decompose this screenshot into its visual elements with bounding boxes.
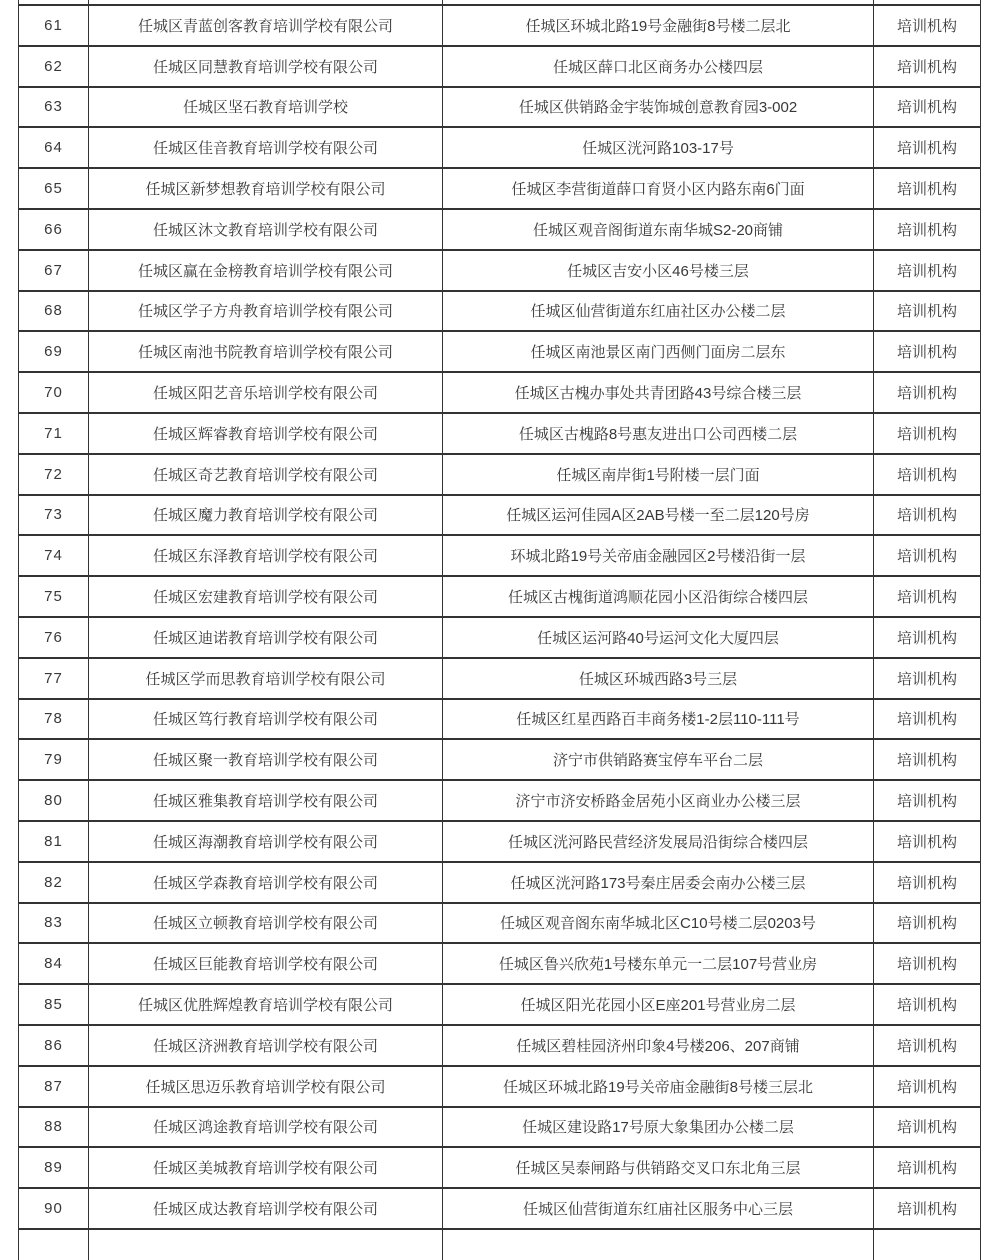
institution-address: 环城北路19号关帝庙金融园区2号楼沿街一层 <box>443 535 874 576</box>
institution-address: 任城区供销路金宇装饰城创意教育园3-002 <box>443 87 874 128</box>
institution-name: 任城区辉睿教育培训学校有限公司 <box>89 413 443 454</box>
row-number: 64 <box>19 127 89 168</box>
institution-address: 任城区仙营街道东红庙社区服务中心三层 <box>443 1188 874 1229</box>
table-row <box>19 903 981 944</box>
institution-type: 培训机构 <box>874 1188 981 1229</box>
institution-address: 任城区运河佳园A区2AB号楼一至二层120号房 <box>443 495 874 536</box>
institutions-table-container <box>18 0 980 1260</box>
institution-name: 任城区同慧教育培训学校有限公司 <box>89 46 443 87</box>
row-number: 86 <box>19 1025 89 1066</box>
institution-type: 培训机构 <box>874 331 981 372</box>
institution-type: 培训机构 <box>874 943 981 984</box>
row-number: 76 <box>19 617 89 658</box>
institution-address: 任城区南池景区南门西侧门面房二层东 <box>443 331 874 372</box>
institution-address: 任城区洸河路103-17号 <box>443 127 874 168</box>
table-row <box>19 168 981 209</box>
institution-address: 任城区仙营街道东红庙社区办公楼二层 <box>443 291 874 332</box>
institution-name: 任城区新梦想教育培训学校有限公司 <box>89 168 443 209</box>
row-number: 65 <box>19 168 89 209</box>
table-row <box>19 1107 981 1148</box>
institution-type: 培训机构 <box>874 291 981 332</box>
row-number: 68 <box>19 291 89 332</box>
institution-name: 任城区立顿教育培训学校有限公司 <box>89 903 443 944</box>
institution-address: 任城区环城西路3号三层 <box>443 658 874 699</box>
institution-type: 培训机构 <box>874 1107 981 1148</box>
table-row <box>19 862 981 903</box>
cell-no <box>19 1229 89 1260</box>
row-number: 72 <box>19 454 89 495</box>
table-row <box>19 372 981 413</box>
institution-address: 任城区古槐路8号惠友进出口公司西楼二层 <box>443 413 874 454</box>
row-number: 69 <box>19 331 89 372</box>
row-number: 67 <box>19 250 89 291</box>
row-number: 88 <box>19 1107 89 1148</box>
institution-address: 任城区古槐街道鸿顺花园小区沿街综合楼四层 <box>443 576 874 617</box>
institution-name: 任城区宏建教育培训学校有限公司 <box>89 576 443 617</box>
row-number: 85 <box>19 984 89 1025</box>
institution-name: 任城区雅集教育培训学校有限公司 <box>89 780 443 821</box>
table-row <box>19 699 981 740</box>
institution-type: 培训机构 <box>874 1025 981 1066</box>
institution-name: 任城区优胜辉煌教育培训学校有限公司 <box>89 984 443 1025</box>
row-number: 82 <box>19 862 89 903</box>
row-number: 81 <box>19 821 89 862</box>
institution-name: 任城区佳音教育培训学校有限公司 <box>89 127 443 168</box>
institution-address: 任城区吴泰闸路与供销路交叉口东北角三层 <box>443 1147 874 1188</box>
table-row <box>19 617 981 658</box>
institution-address: 任城区阳光花园小区E座201号营业房二层 <box>443 984 874 1025</box>
table-row <box>19 87 981 128</box>
institution-address: 任城区薛口北区商务办公楼四层 <box>443 46 874 87</box>
institution-type: 培训机构 <box>874 5 981 46</box>
institution-type: 培训机构 <box>874 46 981 87</box>
row-number: 74 <box>19 535 89 576</box>
row-number: 77 <box>19 658 89 699</box>
institution-name: 任城区成达教育培训学校有限公司 <box>89 1188 443 1229</box>
table-row <box>19 1188 981 1229</box>
institution-name: 任城区坚石教育培训学校 <box>89 87 443 128</box>
institution-name: 任城区聚一教育培训学校有限公司 <box>89 739 443 780</box>
table-row <box>19 535 981 576</box>
institution-name: 任城区学森教育培训学校有限公司 <box>89 862 443 903</box>
institution-name: 任城区南池书院教育培训学校有限公司 <box>89 331 443 372</box>
table-row <box>19 209 981 250</box>
institution-name: 任城区海潮教育培训学校有限公司 <box>89 821 443 862</box>
institution-address: 任城区环城北路19号关帝庙金融街8号楼三层北 <box>443 1066 874 1107</box>
institution-type: 培训机构 <box>874 780 981 821</box>
institution-type: 培训机构 <box>874 903 981 944</box>
row-number: 61 <box>19 5 89 46</box>
table-row <box>19 1066 981 1107</box>
institution-type: 培训机构 <box>874 413 981 454</box>
table-row <box>19 495 981 536</box>
table-row-partial-bottom <box>19 1229 981 1260</box>
row-number: 71 <box>19 413 89 454</box>
table-row <box>19 5 981 46</box>
row-number: 66 <box>19 209 89 250</box>
row-number: 78 <box>19 699 89 740</box>
institution-type: 培训机构 <box>874 87 981 128</box>
cell-address <box>443 1229 874 1260</box>
institution-address: 任城区观音阁街道东南华城S2-20商铺 <box>443 209 874 250</box>
row-number: 70 <box>19 372 89 413</box>
institution-type: 培训机构 <box>874 862 981 903</box>
institution-address: 任城区古槐办事处共青团路43号综合楼三层 <box>443 372 874 413</box>
row-number: 90 <box>19 1188 89 1229</box>
institution-address: 任城区运河路40号运河文化大厦四层 <box>443 617 874 658</box>
table-row <box>19 454 981 495</box>
row-number: 80 <box>19 780 89 821</box>
institution-type: 培训机构 <box>874 209 981 250</box>
table-row <box>19 331 981 372</box>
table-row <box>19 943 981 984</box>
table-row <box>19 413 981 454</box>
institution-name: 任城区迪诺教育培训学校有限公司 <box>89 617 443 658</box>
table-row <box>19 576 981 617</box>
institutions-table <box>18 0 981 1260</box>
row-number: 75 <box>19 576 89 617</box>
table-row <box>19 658 981 699</box>
institution-type: 培训机构 <box>874 576 981 617</box>
institution-type: 培训机构 <box>874 535 981 576</box>
institution-address: 任城区红星西路百丰商务楼1-2层110-111号 <box>443 699 874 740</box>
institution-name: 任城区沐文教育培训学校有限公司 <box>89 209 443 250</box>
institution-address: 任城区观音阁东南华城北区C10号楼二层0203号 <box>443 903 874 944</box>
institution-name: 任城区赢在金榜教育培训学校有限公司 <box>89 250 443 291</box>
institution-name: 任城区东泽教育培训学校有限公司 <box>89 535 443 576</box>
institution-name: 任城区美城教育培训学校有限公司 <box>89 1147 443 1188</box>
row-number: 79 <box>19 739 89 780</box>
institution-type: 培训机构 <box>874 454 981 495</box>
institution-name: 任城区奇艺教育培训学校有限公司 <box>89 454 443 495</box>
table-row <box>19 46 981 87</box>
row-number: 89 <box>19 1147 89 1188</box>
institution-name: 任城区学子方舟教育培训学校有限公司 <box>89 291 443 332</box>
institution-type: 培训机构 <box>874 1147 981 1188</box>
institution-address: 济宁市济安桥路金居苑小区商业办公楼三层 <box>443 780 874 821</box>
table-row <box>19 1025 981 1066</box>
row-number: 84 <box>19 943 89 984</box>
institution-address: 任城区南岸街1号附楼一层门面 <box>443 454 874 495</box>
institution-type: 培训机构 <box>874 699 981 740</box>
institution-address: 济宁市供销路赛宝停车平台二层 <box>443 739 874 780</box>
institution-name: 任城区思迈乐教育培训学校有限公司 <box>89 1066 443 1107</box>
cell-type <box>874 1229 981 1260</box>
table-row <box>19 250 981 291</box>
row-number: 62 <box>19 46 89 87</box>
table-row <box>19 984 981 1025</box>
institution-name: 任城区阳艺音乐培训学校有限公司 <box>89 372 443 413</box>
table-row <box>19 821 981 862</box>
institution-type: 培训机构 <box>874 250 981 291</box>
institution-address: 任城区洸河路民营经济发展局沿街综合楼四层 <box>443 821 874 862</box>
institution-type: 培训机构 <box>874 495 981 536</box>
institution-type: 培训机构 <box>874 658 981 699</box>
institution-name: 任城区学而思教育培训学校有限公司 <box>89 658 443 699</box>
row-number: 87 <box>19 1066 89 1107</box>
table-row <box>19 1147 981 1188</box>
institution-type: 培训机构 <box>874 821 981 862</box>
institution-address: 任城区碧桂园济州印象4号楼206、207商铺 <box>443 1025 874 1066</box>
table-body <box>19 0 981 1260</box>
institution-name: 任城区笃行教育培训学校有限公司 <box>89 699 443 740</box>
institution-type: 培训机构 <box>874 1066 981 1107</box>
row-number: 73 <box>19 495 89 536</box>
institution-type: 培训机构 <box>874 168 981 209</box>
institution-type: 培训机构 <box>874 739 981 780</box>
institution-name: 任城区济洲教育培训学校有限公司 <box>89 1025 443 1066</box>
institution-address: 任城区李营街道薛口育贤小区内路东南6门面 <box>443 168 874 209</box>
row-number: 83 <box>19 903 89 944</box>
institution-name: 任城区青蓝创客教育培训学校有限公司 <box>89 5 443 46</box>
institution-address: 任城区洸河路173号秦庄居委会南办公楼三层 <box>443 862 874 903</box>
institution-name: 任城区巨能教育培训学校有限公司 <box>89 943 443 984</box>
institution-address: 任城区建设路17号原大象集团办公楼二层 <box>443 1107 874 1148</box>
cell-name <box>89 1229 443 1260</box>
institution-type: 培训机构 <box>874 372 981 413</box>
institution-address: 任城区环城北路19号金融街8号楼二层北 <box>443 5 874 46</box>
table-row <box>19 780 981 821</box>
institution-type: 培训机构 <box>874 984 981 1025</box>
institution-type: 培训机构 <box>874 127 981 168</box>
row-number: 63 <box>19 87 89 128</box>
institution-name: 任城区魔力教育培训学校有限公司 <box>89 495 443 536</box>
institution-address: 任城区吉安小区46号楼三层 <box>443 250 874 291</box>
table-row <box>19 127 981 168</box>
table-row <box>19 291 981 332</box>
institution-address: 任城区鲁兴欣苑1号楼东单元一二层107号营业房 <box>443 943 874 984</box>
institution-type: 培训机构 <box>874 617 981 658</box>
table-row <box>19 739 981 780</box>
institution-name: 任城区鸿途教育培训学校有限公司 <box>89 1107 443 1148</box>
